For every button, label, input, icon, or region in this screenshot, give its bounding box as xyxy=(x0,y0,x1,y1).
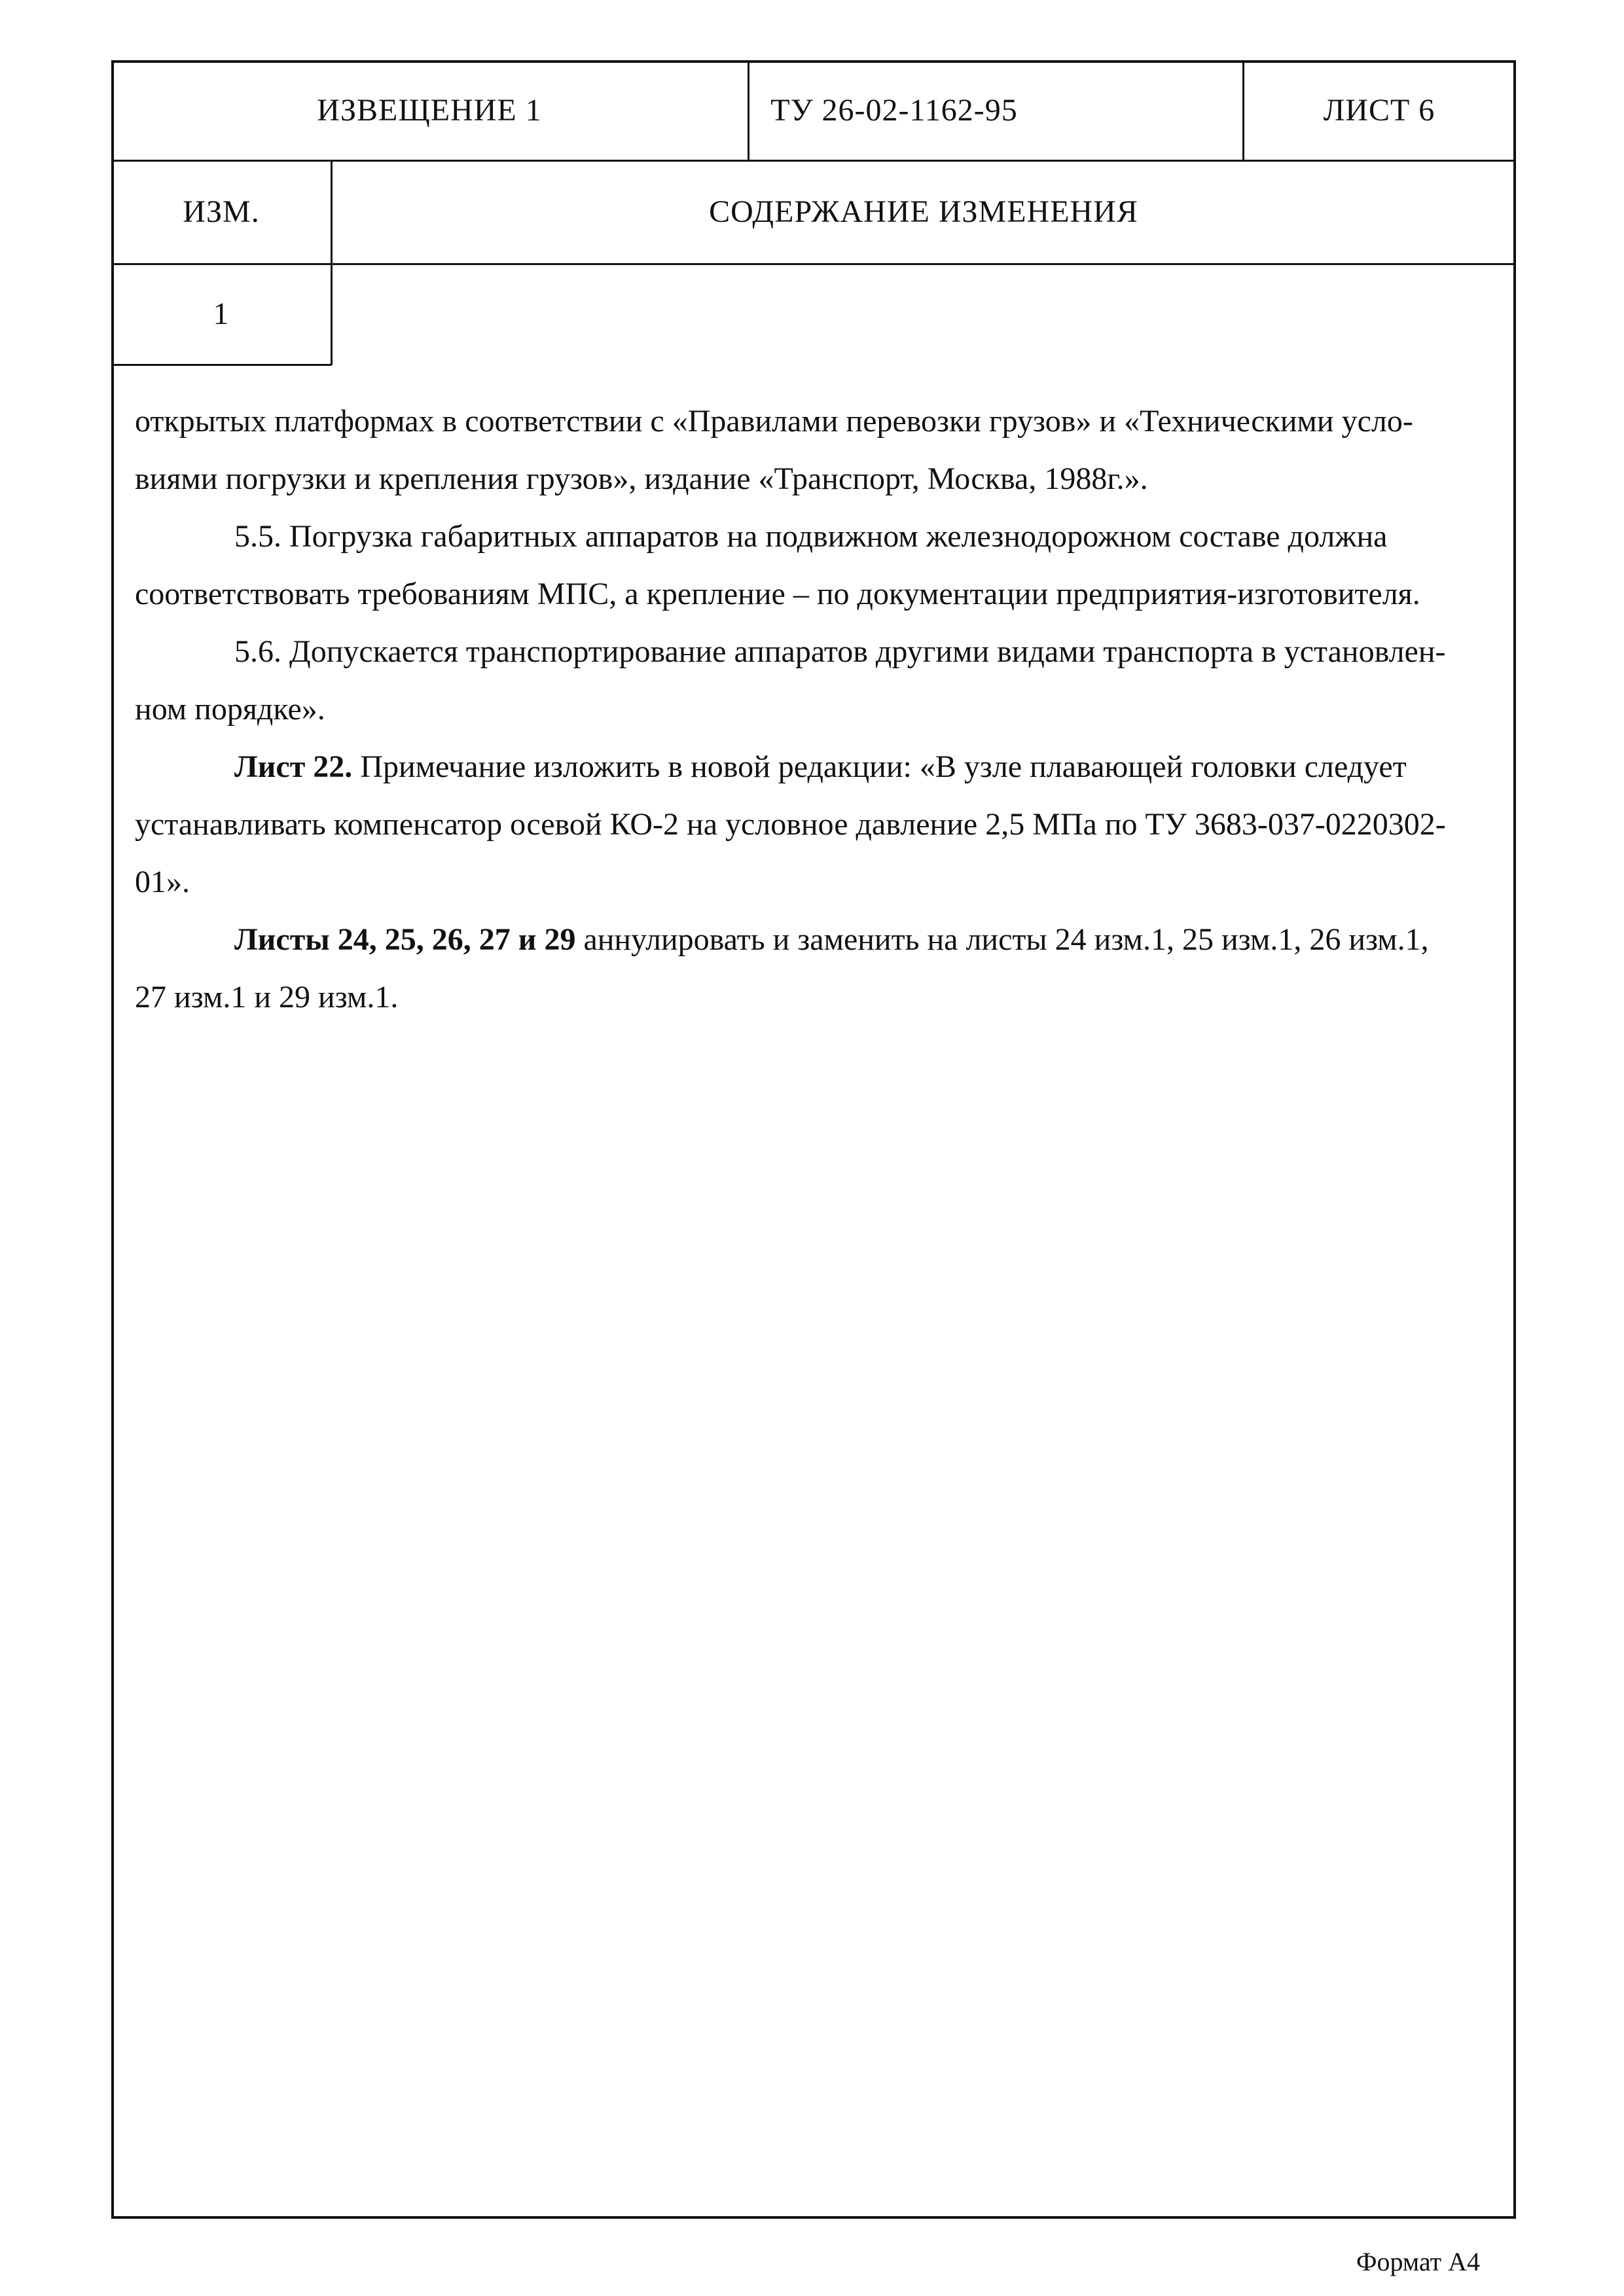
text-line: открытых платформах в соответствии с «Правилами перевозки грузов» и «Техническими усло- xyxy=(135,404,1413,439)
text-span: Примечание изложить в новой редакции: «В узле плавающей головки следует xyxy=(352,749,1407,784)
text-line: 5.6. Допускается транспортирование аппаратов другими видами транспорта в установлен- xyxy=(234,634,1446,669)
sheet-number: ЛИСТ 6 xyxy=(1323,92,1435,128)
doc-code: ТУ 26-02-1162-95 xyxy=(770,92,1018,128)
text-line xyxy=(135,738,1509,796)
notice-title: ИЗВЕЩЕНИЕ 1 xyxy=(317,92,542,128)
sheet-ref-bold: Лист 22. xyxy=(234,749,353,784)
format-label: Формат А4 xyxy=(1356,2247,1480,2276)
text-line: 5.5. Погрузка габаритных аппаратов на подвижном железнодорожном составе должна xyxy=(234,519,1388,554)
text-line: устанавливать компенсатор осевой КО-2 на условное давление 2,5 МПа по ТУ 3683-037-0220302- xyxy=(135,807,1446,842)
content-column-header: СОДЕРЖАНИЕ ИЗМЕНЕНИЯ xyxy=(709,194,1138,229)
change-number: 1 xyxy=(213,296,230,331)
text-line: 27 изм.1 и 29 изм.1. xyxy=(135,980,399,1014)
text-line xyxy=(135,911,1509,969)
text-span: аннулировать и заменить на листы 24 изм.1, 25 изм.1, 26 изм.1, xyxy=(575,922,1429,957)
change-content xyxy=(135,393,1509,1026)
change-column-header: ИЗМ. xyxy=(183,194,260,229)
text-line: соответствовать требованиям МПС, а крепление – по документации предприятия-изготовителя. xyxy=(135,577,1420,611)
sheet-ref-bold: Листы 24, 25, 26, 27 и 29 xyxy=(234,922,576,957)
text-line: 01». xyxy=(135,865,190,899)
text-line: виями погрузки и крепления грузов», издание «Транспорт, Москва, 1988г.». xyxy=(135,461,1148,496)
change-number-bottom-line xyxy=(111,364,331,366)
page-frame xyxy=(111,60,1516,2219)
text-line: ном порядке». xyxy=(135,692,325,726)
